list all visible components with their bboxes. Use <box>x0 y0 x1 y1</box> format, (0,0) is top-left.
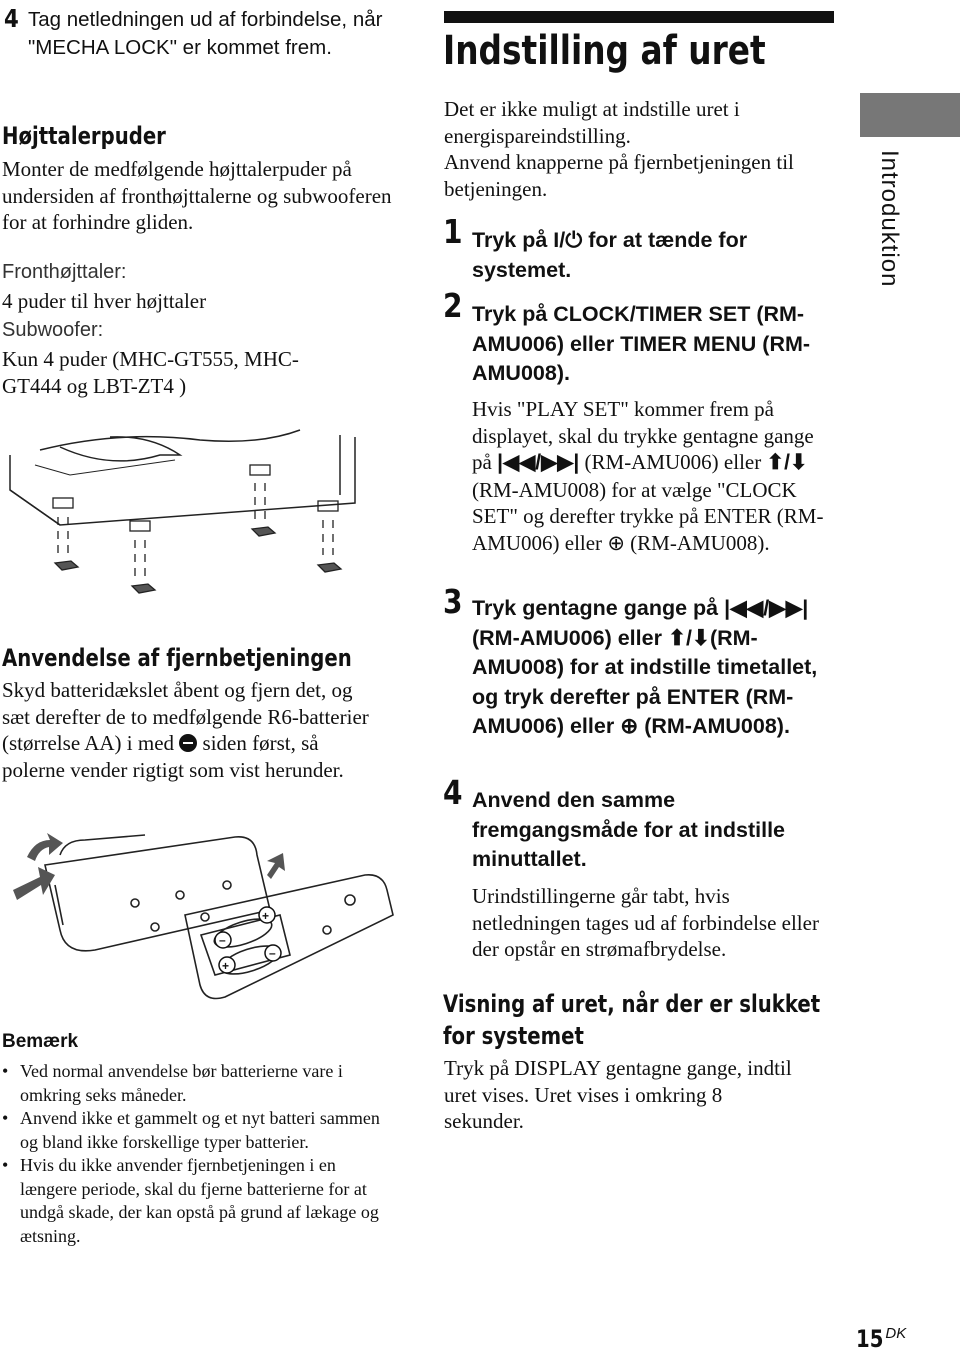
display-heading-text: Visning af uret, når der er slukket for systemet <box>443 990 821 1050</box>
step-3-number: 3 <box>443 582 463 621</box>
remote-text <box>2 677 370 783</box>
step-2-number: 2 <box>443 286 463 325</box>
intro-1: Det er ikke muligt at indstille uret i energispareindstilling. <box>444 97 740 148</box>
enter-icon: ⊕ <box>607 530 625 555</box>
pads-text: Monter de medfølgende højttalerpuder på undersiden af fronthøjttalerne og subwooferen for at forhindre gliden. <box>2 157 392 234</box>
svg-text:–: – <box>269 946 276 960</box>
step-text: Tag netledningen ud af forbindelse, når "MECHA LOCK" er kommet frem. <box>28 8 383 59</box>
page-number-suffix: DK <box>885 1325 907 1342</box>
prev-next-icon: |◀◀/▶▶| <box>497 451 580 474</box>
page-number <box>856 1325 906 1353</box>
remote-heading: Anvendelse af fjernbetjeningen <box>2 644 352 672</box>
front-value: 4 puder til hver højttaler <box>2 289 207 313</box>
svg-text:–: – <box>219 933 226 947</box>
note-item: • Anvend ikke et gammelt og et nyt batteri sammen og bland ikke forskellige typer batterier. <box>2 1107 394 1154</box>
step-3-text-b: (RM-AMU006) eller <box>472 625 662 650</box>
page-title: Indstilling af uret <box>443 28 766 74</box>
intro-2: Anvend knapperne på fjernbetjeningen til betjeningen. <box>444 150 794 201</box>
svg-text:+: + <box>222 959 230 973</box>
remote-battery-illustration <box>5 815 395 1010</box>
step-4-number: 4 <box>443 773 463 812</box>
step-1-text-a: Tryk på <box>472 228 548 252</box>
remote-text-before: Skyd batteridækslet åbent og fjern det, og sæt derefter de to medfølgende R6-batterier (størrelse AA) i med <box>2 678 369 755</box>
step-2-detail-c: (RM-AMU008) for at vælge "CLOCK SET" og derefter trykke på ENTER (RM-AMU006) eller <box>472 477 824 555</box>
step-2-detail <box>472 396 824 556</box>
step-number: 4 <box>4 4 19 33</box>
minus-pole-icon <box>179 734 197 752</box>
step-3-text-a: Tryk gentagne gange på <box>472 596 719 620</box>
up-down-arrow-icon: ⬆/⬇ <box>667 625 710 650</box>
up-down-arrow-icon: ⬆/⬇ <box>766 451 808 474</box>
speaker-pads-illustration <box>0 425 380 610</box>
title-rule <box>444 11 834 23</box>
sub-label: Subwoofer: <box>2 319 104 341</box>
side-tab-label: Introduktion <box>876 150 903 288</box>
step-3-text-c: (RM-AMU008) for at indstille timetallet, og tryk derefter på ENTER (RM-AMU006) eller <box>472 625 818 738</box>
step-1-number: 1 <box>443 212 463 251</box>
display-text: Tryk på DISPLAY gentagne gange, indtil uret vises. Uret vises i omkring 8 sekunder. <box>444 1056 792 1133</box>
side-tab-bar <box>860 93 960 137</box>
display-heading <box>443 988 903 1052</box>
remote-text-after: siden først, så polerne vender rigtigt som vist herunder. <box>2 731 344 782</box>
pads-heading: Højttalerpuder <box>2 122 166 150</box>
sub-value: Kun 4 puder (MHC-GT555, MHC-GT444 og LBT-ZT4 ) <box>2 347 299 398</box>
svg-text:+: + <box>262 909 270 923</box>
step-2-detail-a: Hvis "PLAY SET" kommer frem på displayet, skal du trykke gentagne gange på <box>472 397 814 474</box>
step-3-text-d: (RM-AMU008). <box>644 714 790 738</box>
front-label: Fronthøjttaler: <box>2 261 127 283</box>
step-2-detail-d: (RM-AMU008). <box>630 530 770 555</box>
enter-icon: ⊕ <box>620 714 639 738</box>
step-1-text-b: for at tænde for systemet. <box>472 228 748 282</box>
note-list <box>2 1060 394 1248</box>
prev-next-icon: |◀◀/▶▶| <box>724 596 809 620</box>
note-heading: Bemærk <box>2 1031 79 1052</box>
step-2-detail-b: (RM-AMU006) eller <box>584 450 762 474</box>
note-item: • Hvis du ikke anvender fjernbetjeningen i en længere periode, skal du fjerne batterierne for at undgå skade, der kan opstå på grund af lækage og ætsning. <box>2 1154 394 1248</box>
power-icon: I/⏻ <box>553 228 583 252</box>
step-4-text: Anvend den samme fremgangsmåde for at indstille minuttallet. <box>472 788 786 871</box>
page-number-value: 15 <box>856 1325 884 1353</box>
step-2-text: Tryk på CLOCK/TIMER SET (RM-AMU006) eller TIMER MENU (RM-AMU008). <box>472 302 811 385</box>
note-item: • Ved normal anvendelse bør batterierne vare i omkring seks måneder. <box>2 1060 394 1107</box>
step-3-text <box>472 594 837 742</box>
step-4-detail: Urindstillingerne går tabt, hvis netledningen tages ud af forbindelse eller der opstår en strømafbrydelse. <box>472 884 819 961</box>
step-1-text <box>472 226 812 285</box>
